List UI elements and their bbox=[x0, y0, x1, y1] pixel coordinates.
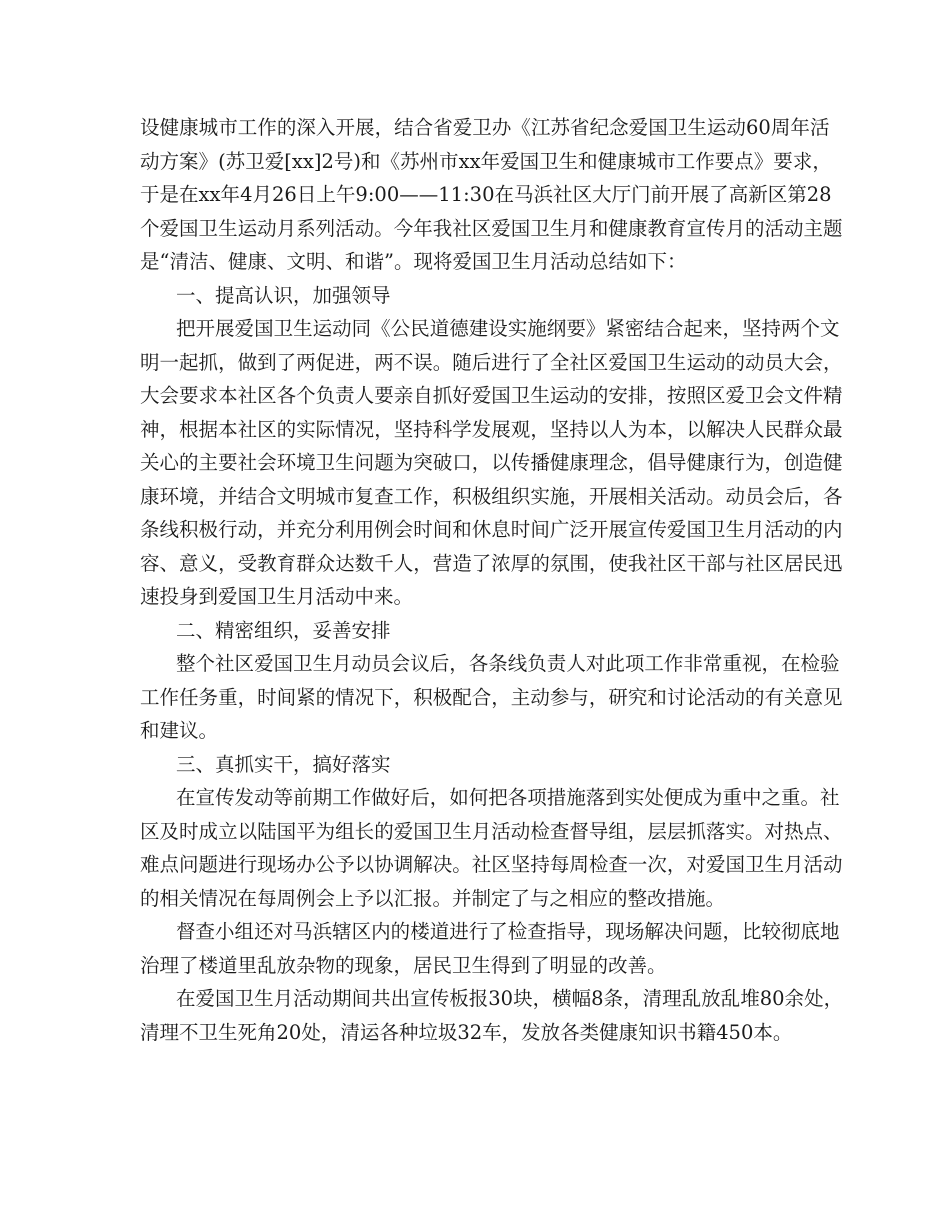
text-line: 神 ， 根 据 本 社 区 的 实 际 情 况 ， 坚 持 科 学 发 展 观 ， 坚 持 以 人 为 本 ， 以 解 决 人 民 群 众 最 bbox=[140, 417, 843, 441]
text-line: 个 爱 国 卫 生 运 动 月 系 列 活 动 。 今 年 我 社 区 爱 国 卫 生 月 和 健 康 教 育 宣 传 月 的 活 动 主 题 bbox=[140, 216, 843, 240]
text-line: 关 心 的 主 要 社 会 环 境 卫 生 问 题 为 突 破 口 ， 以 传 播 健 康 理 念 ， 倡 导 健 康 行 为 ， 创 造 健 bbox=[140, 451, 843, 474]
text-line: 治理了楼道里乱放杂物的现象，居民卫生得到了明显的改善。 bbox=[140, 953, 667, 977]
text-line: 速投身到爱国卫生月活动中来。 bbox=[140, 585, 414, 608]
text-line: 督 查 小 组 还 对 马 浜 辖 区 内 的 楼 道 进 行 了 检 查 指 导 ， 现 场 解 决 问 题 ， 比 较 彻 底 地 bbox=[176, 920, 840, 943]
text-line: 容 、 意 义 ， 受 教 育 群 众 达 数 千 人 ， 营 造 了 浓 厚 的 氛 围 ， 使 我 社 区 干 部 与 社 区 居 民 迅 bbox=[140, 551, 843, 575]
text-line: 在 宣 传 发 动 等 前 期 工 作 做 好 后 ， 如 何 把 各 项 措 施 落 到 实 处 便 成 为 重 中 之 重 。 社 bbox=[176, 786, 840, 809]
text-line: 二、精密组织，妥善安排 bbox=[176, 618, 391, 642]
text-line: 是“清洁、健康、文明、和谐”。现将爱国卫生月活动总结如下： bbox=[140, 250, 687, 273]
text-line: 于 是 在 x x 年 4 月 2 6 日 上 午 9 : 0 0 — — 1 1 : 3 0 在 马 浜 社 区 大 厅 门 前 开 展 了 高 新 区 第 2 8 bbox=[140, 183, 832, 206]
text-line: 清理不卫生死角20处，清运各种垃圾32车，发放各类健康知识书籍450本。 bbox=[140, 1020, 793, 1044]
text-line: 整 个 社 区 爱 国 卫 生 月 动 员 会 议 后 ， 各 条 线 负 责 人 对 此 项 工 作 非 常 重 视 ， 在 检 验 bbox=[176, 652, 840, 675]
text-line: 三、真抓实干，搞好落实 bbox=[176, 752, 391, 776]
text-line: 区 及 时 成 立 以 陆 国 平 为 组 长 的 爱 国 卫 生 月 活 动 检 查 督 导 组 ， 层 层 抓 落 实 。 对 热 点 、 bbox=[140, 819, 843, 843]
text-line: 工 作 任 务 重 ， 时 间 紧 的 情 况 下 ， 积 极 配 合 ， 主 动 参 与 ， 研 究 和 讨 论 活 动 的 有 关 意 见 bbox=[140, 685, 843, 709]
text-line: 明 一 起 抓 ， 做 到 了 两 促 进 ， 两 不 误 。 随 后 进 行 了 全 社 区 爱 国 卫 生 运 动 的 动 员 大 会 ， bbox=[140, 350, 843, 374]
text-line: 设 健 康 城 市 工 作 的 深 入 开 展 ， 结 合 省 爱 卫 办 《 江 苏 省 纪 念 爱 国 卫 生 运 动 6 0 周 年 活 bbox=[140, 116, 830, 139]
text-line: 动 方 案 》 ( 苏 卫 爱 [ x x ] 2 号 ) 和 《 苏 州 市 x x 年 爱 国 卫 生 和 健 康 城 市 工 作 要 点 》 要 求 ， bbox=[140, 149, 832, 173]
text-line: 一、提高认识，加强领导 bbox=[176, 283, 391, 307]
text-line: 条 线 积 极 行 动 ， 并 充 分 利 用 例 会 时 间 和 休 息 时 间 广 泛 开 展 宣 传 爱 国 卫 生 月 活 动 的 内 bbox=[140, 518, 843, 541]
text-line: 和建议。 bbox=[140, 719, 219, 742]
document-body bbox=[140, 111, 844, 1049]
text-line: 康 环 境 ， 并 结 合 文 明 城 市 复 查 工 作 ， 积 极 组 织 实 施 ， 开 展 相 关 活 动 。 动 员 会 后 ， 各 bbox=[140, 484, 843, 508]
text-line: 难 点 问 题 进 行 现 场 办 公 予 以 协 调 解 决 。 社 区 坚 持 每 周 检 查 一 次 ， 对 爱 国 卫 生 月 活 动 bbox=[140, 853, 843, 876]
text-line: 的相关情况在每周例会上予以汇报。并制定了与之相应的整改措施。 bbox=[140, 886, 726, 910]
text-line: 把 开 展 爱 国 卫 生 运 动 同 《 公 民 道 德 建 设 实 施 纲 要 》 紧 密 结 合 起 来 ， 坚 持 两 个 文 bbox=[176, 317, 840, 340]
text-line: 在 爱 国 卫 生 月 活 动 期 间 共 出 宣 传 板 报 3 0 块 ， 横 幅 8 条 ， 清 理 乱 放 乱 堆 8 0 余 处 ， bbox=[176, 987, 844, 1010]
text-line: 大 会 要 求 本 社 区 各 个 负 责 人 要 亲 自 抓 好 爱 国 卫 生 运 动 的 安 排 ， 按 照 区 爱 卫 会 文 件 精 bbox=[140, 384, 843, 407]
